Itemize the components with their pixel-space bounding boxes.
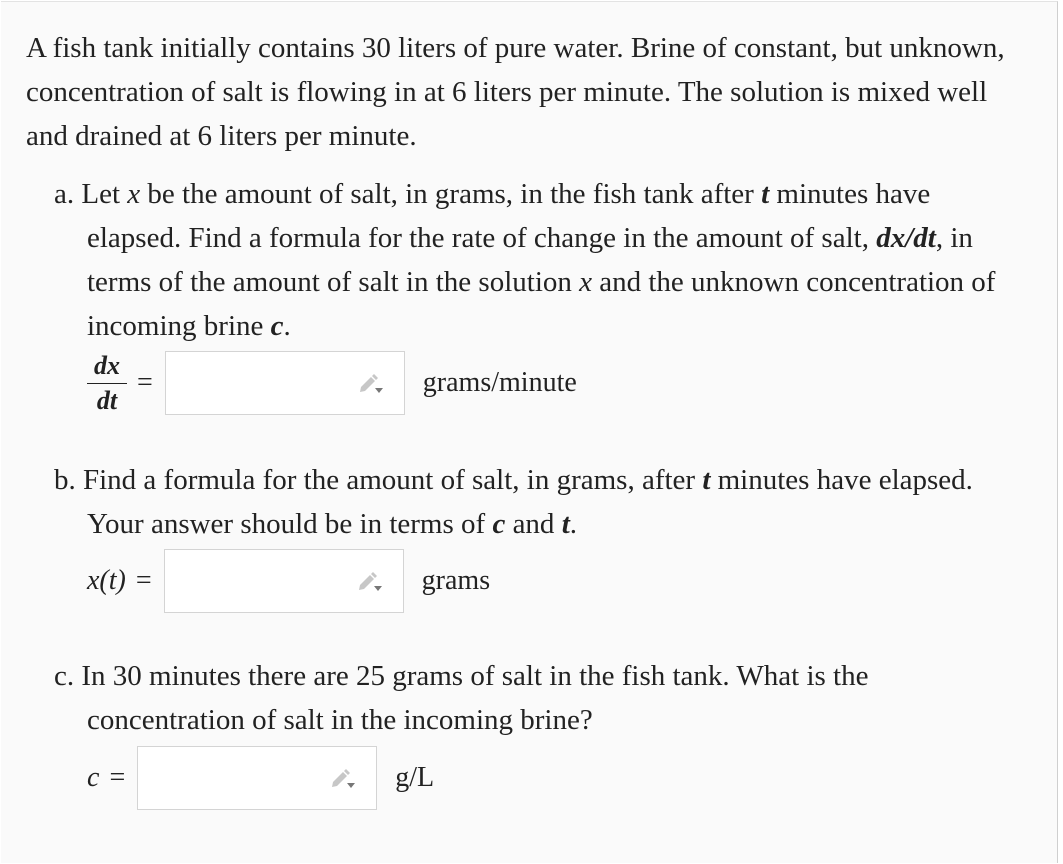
part-a-text-4: , in terms of the amount of salt in the solution bbox=[87, 222, 973, 298]
var-c: c bbox=[492, 508, 506, 540]
part-a-text-6: . bbox=[283, 310, 291, 342]
part-c-label: c. bbox=[54, 660, 75, 692]
part-b-text-3: and bbox=[505, 508, 562, 540]
part-a-text-1: Let bbox=[81, 178, 128, 210]
part-b-text-2: minutes have elapsed. Your answer should be in terms of bbox=[87, 464, 973, 540]
part-a-answer-box[interactable] bbox=[165, 351, 405, 415]
xt-label: x(t) bbox=[87, 565, 126, 596]
part-b-answer-input[interactable] bbox=[165, 550, 345, 612]
part-b-answer-row bbox=[87, 548, 490, 614]
part-a-answer-row bbox=[87, 348, 577, 418]
part-b-text-4: . bbox=[569, 508, 577, 540]
var-t-2: t bbox=[561, 508, 570, 540]
equals-sign: = bbox=[135, 565, 152, 596]
fraction-bar bbox=[87, 383, 127, 384]
part-c-unit: g/L bbox=[395, 762, 435, 793]
part-a-unit: grams/minute bbox=[422, 367, 577, 398]
var-x-2: x bbox=[579, 266, 592, 298]
equals-sign: = bbox=[109, 762, 126, 793]
var-x: x bbox=[127, 178, 141, 210]
dxdt-fraction bbox=[87, 351, 127, 416]
fraction-denominator: dt bbox=[96, 385, 118, 415]
part-c-answer-box[interactable] bbox=[137, 746, 377, 810]
var-t: t bbox=[702, 464, 711, 496]
var-c: c bbox=[270, 310, 284, 342]
part-a-label: a. bbox=[54, 178, 75, 210]
part-a-answer-input[interactable] bbox=[166, 352, 346, 414]
c-label: c bbox=[87, 762, 100, 793]
part-a-text-2: be the amount of salt, in grams, in the fish tank after bbox=[140, 178, 762, 210]
part-c-answer-row bbox=[87, 745, 434, 811]
part-a-text-5: and the unknown concentration of incoming brine bbox=[87, 266, 996, 342]
part-b-question bbox=[54, 458, 1014, 546]
pencil-dropdown-icon[interactable] bbox=[358, 372, 384, 396]
var-dxdt: dx/dt bbox=[876, 222, 936, 254]
part-b-answer-box[interactable] bbox=[164, 549, 404, 613]
pencil-dropdown-icon[interactable] bbox=[330, 767, 356, 791]
equals-sign: = bbox=[137, 367, 153, 398]
part-c-question bbox=[54, 654, 1014, 742]
part-b-text-1: Find a formula for the amount of salt, in grams, after bbox=[83, 464, 703, 496]
part-a-question bbox=[54, 172, 1014, 348]
part-c-answer-input[interactable] bbox=[138, 747, 318, 809]
var-t: t bbox=[761, 178, 770, 210]
problem-panel bbox=[1, 1, 1058, 863]
part-b-label: b. bbox=[54, 464, 76, 496]
pencil-dropdown-icon[interactable] bbox=[357, 570, 383, 594]
fraction-numerator: dx bbox=[94, 350, 120, 380]
part-a-text-3: minutes have elapsed. Find a formula for the rate of change in the amount of salt, bbox=[87, 178, 931, 254]
part-b-unit: grams bbox=[421, 565, 491, 596]
problem-intro: A fish tank initially contains 30 liters of pure water. Brine of constant, but unknown, concentration of salt is flowing in at 6 liters per minute. The solution is mixed well and drained at 6 liters per minute. bbox=[26, 32, 1005, 152]
part-c-text: In 30 minutes there are 25 grams of salt in the fish tank. What is the concentration of salt in the incoming brine? bbox=[81, 660, 869, 736]
